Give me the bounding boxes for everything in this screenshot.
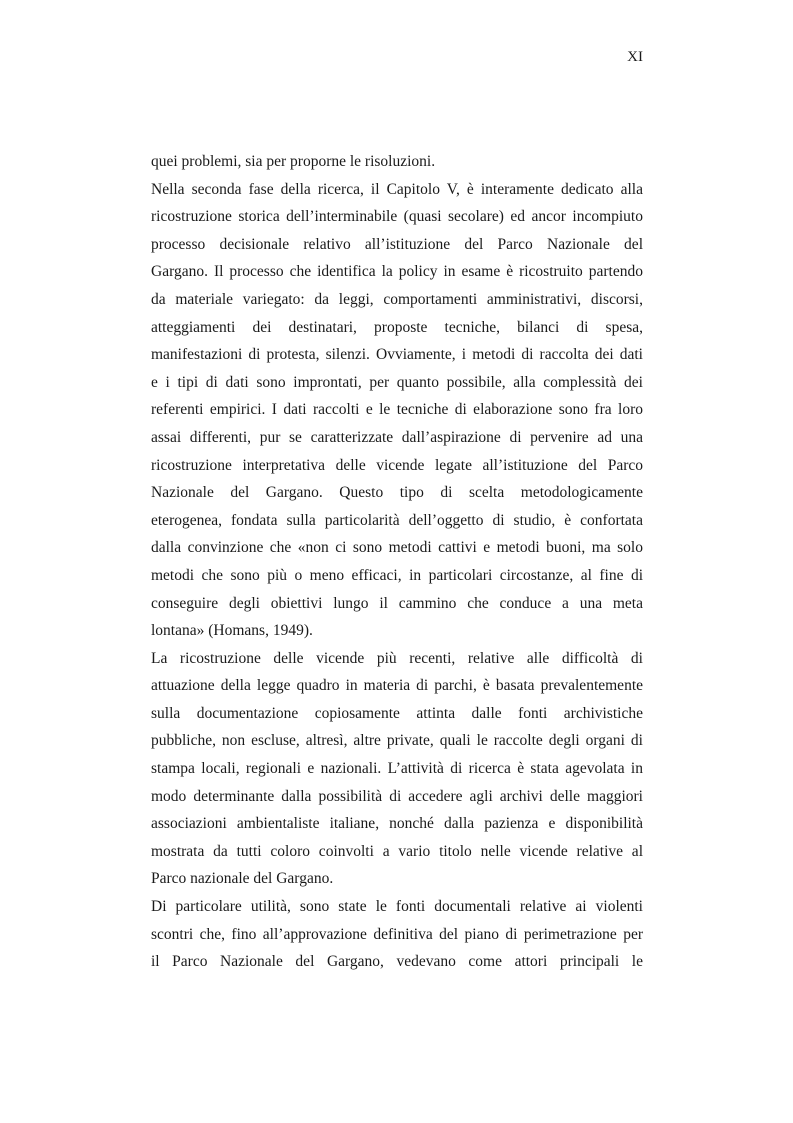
text-line: manifestazioni di protesta, silenzi. Ovviamente, i metodi di raccolta dei dati	[151, 346, 643, 364]
body-text	[151, 148, 643, 976]
text-line: pubbliche, non escluse, altresì, altre private, quali le raccolte degli organi di	[151, 732, 643, 750]
text-line: Di particolare utilità, sono state le fonti documentali relative ai violenti	[151, 898, 643, 916]
text-line: conseguire degli obiettivi lungo il cammino che conduce a una meta	[151, 594, 643, 612]
text-line: attuazione della legge quadro in materia di parchi, è basata prevalentemente	[151, 677, 643, 695]
text-line: lontana» (Homans, 1949).	[151, 622, 313, 640]
text-line: mostrata da tutti coloro coinvolti a vario titolo nelle vicende relative al	[151, 842, 643, 860]
text-line: scontri che, fino all’approvazione definitiva del piano di perimetrazione per	[151, 925, 643, 943]
text-line: Parco nazionale del Gargano.	[151, 870, 334, 888]
text-line: processo decisionale relativo all’istituzione del Parco Nazionale del	[151, 235, 643, 253]
text-line: referenti empirici. I dati raccolti e le tecniche di elaborazione sono fra loro	[151, 401, 643, 419]
text-line: Gargano. Il processo che identifica la policy in esame è ricostruito partendo	[151, 263, 643, 281]
text-line: eterogenea, fondata sulla particolarità dell’oggetto di studio, è confortata	[151, 511, 643, 529]
text-line: stampa locali, regionali e nazionali. L’attività di ricerca è stata agevolata in	[151, 760, 643, 778]
text-line: atteggiamenti dei destinatari, proposte tecniche, bilanci di spesa,	[151, 318, 643, 336]
text-line: modo determinante dalla possibilità di accedere agli archivi delle maggiori	[151, 787, 643, 805]
text-line: Nazionale del Gargano. Questo tipo di scelta metodologicamente	[151, 484, 643, 502]
text-line: Nella seconda fase della ricerca, il Capitolo V, è interamente dedicato alla	[151, 180, 643, 198]
text-line: ricostruzione interpretativa delle vicende legate all’istituzione del Parco	[151, 456, 643, 474]
text-line: il Parco Nazionale del Gargano, vedevano come attori principali le	[151, 953, 643, 971]
text-line: La ricostruzione delle vicende più recenti, relative alle difficoltà di	[151, 649, 643, 667]
text-line: dalla convinzione che «non ci sono metodi cattivi e metodi buoni, ma solo	[151, 539, 643, 557]
text-line: e i tipi di dati sono improntati, per quanto possibile, alla complessità dei	[151, 373, 643, 391]
text-line: ricostruzione storica dell’interminabile (quasi secolare) ed ancor incompiuto	[151, 208, 643, 226]
text-line: sulla documentazione copiosamente attinta dalle fonti archivistiche	[151, 704, 643, 722]
text-line: da materiale variegato: da leggi, comportamenti amministrativi, discorsi,	[151, 290, 643, 308]
page-number: XI	[627, 49, 643, 65]
text-line: metodi che sono più o meno efficaci, in particolari circostanze, al fine di	[151, 566, 643, 584]
text-line: assai differenti, pur se caratterizzate dall’aspirazione di pervenire ad una	[151, 428, 643, 446]
text-line: associazioni ambientaliste italiane, nonché dalla pazienza e disponibilità	[151, 815, 643, 833]
text-line: quei problemi, sia per proporne le risoluzioni.	[151, 153, 436, 170]
